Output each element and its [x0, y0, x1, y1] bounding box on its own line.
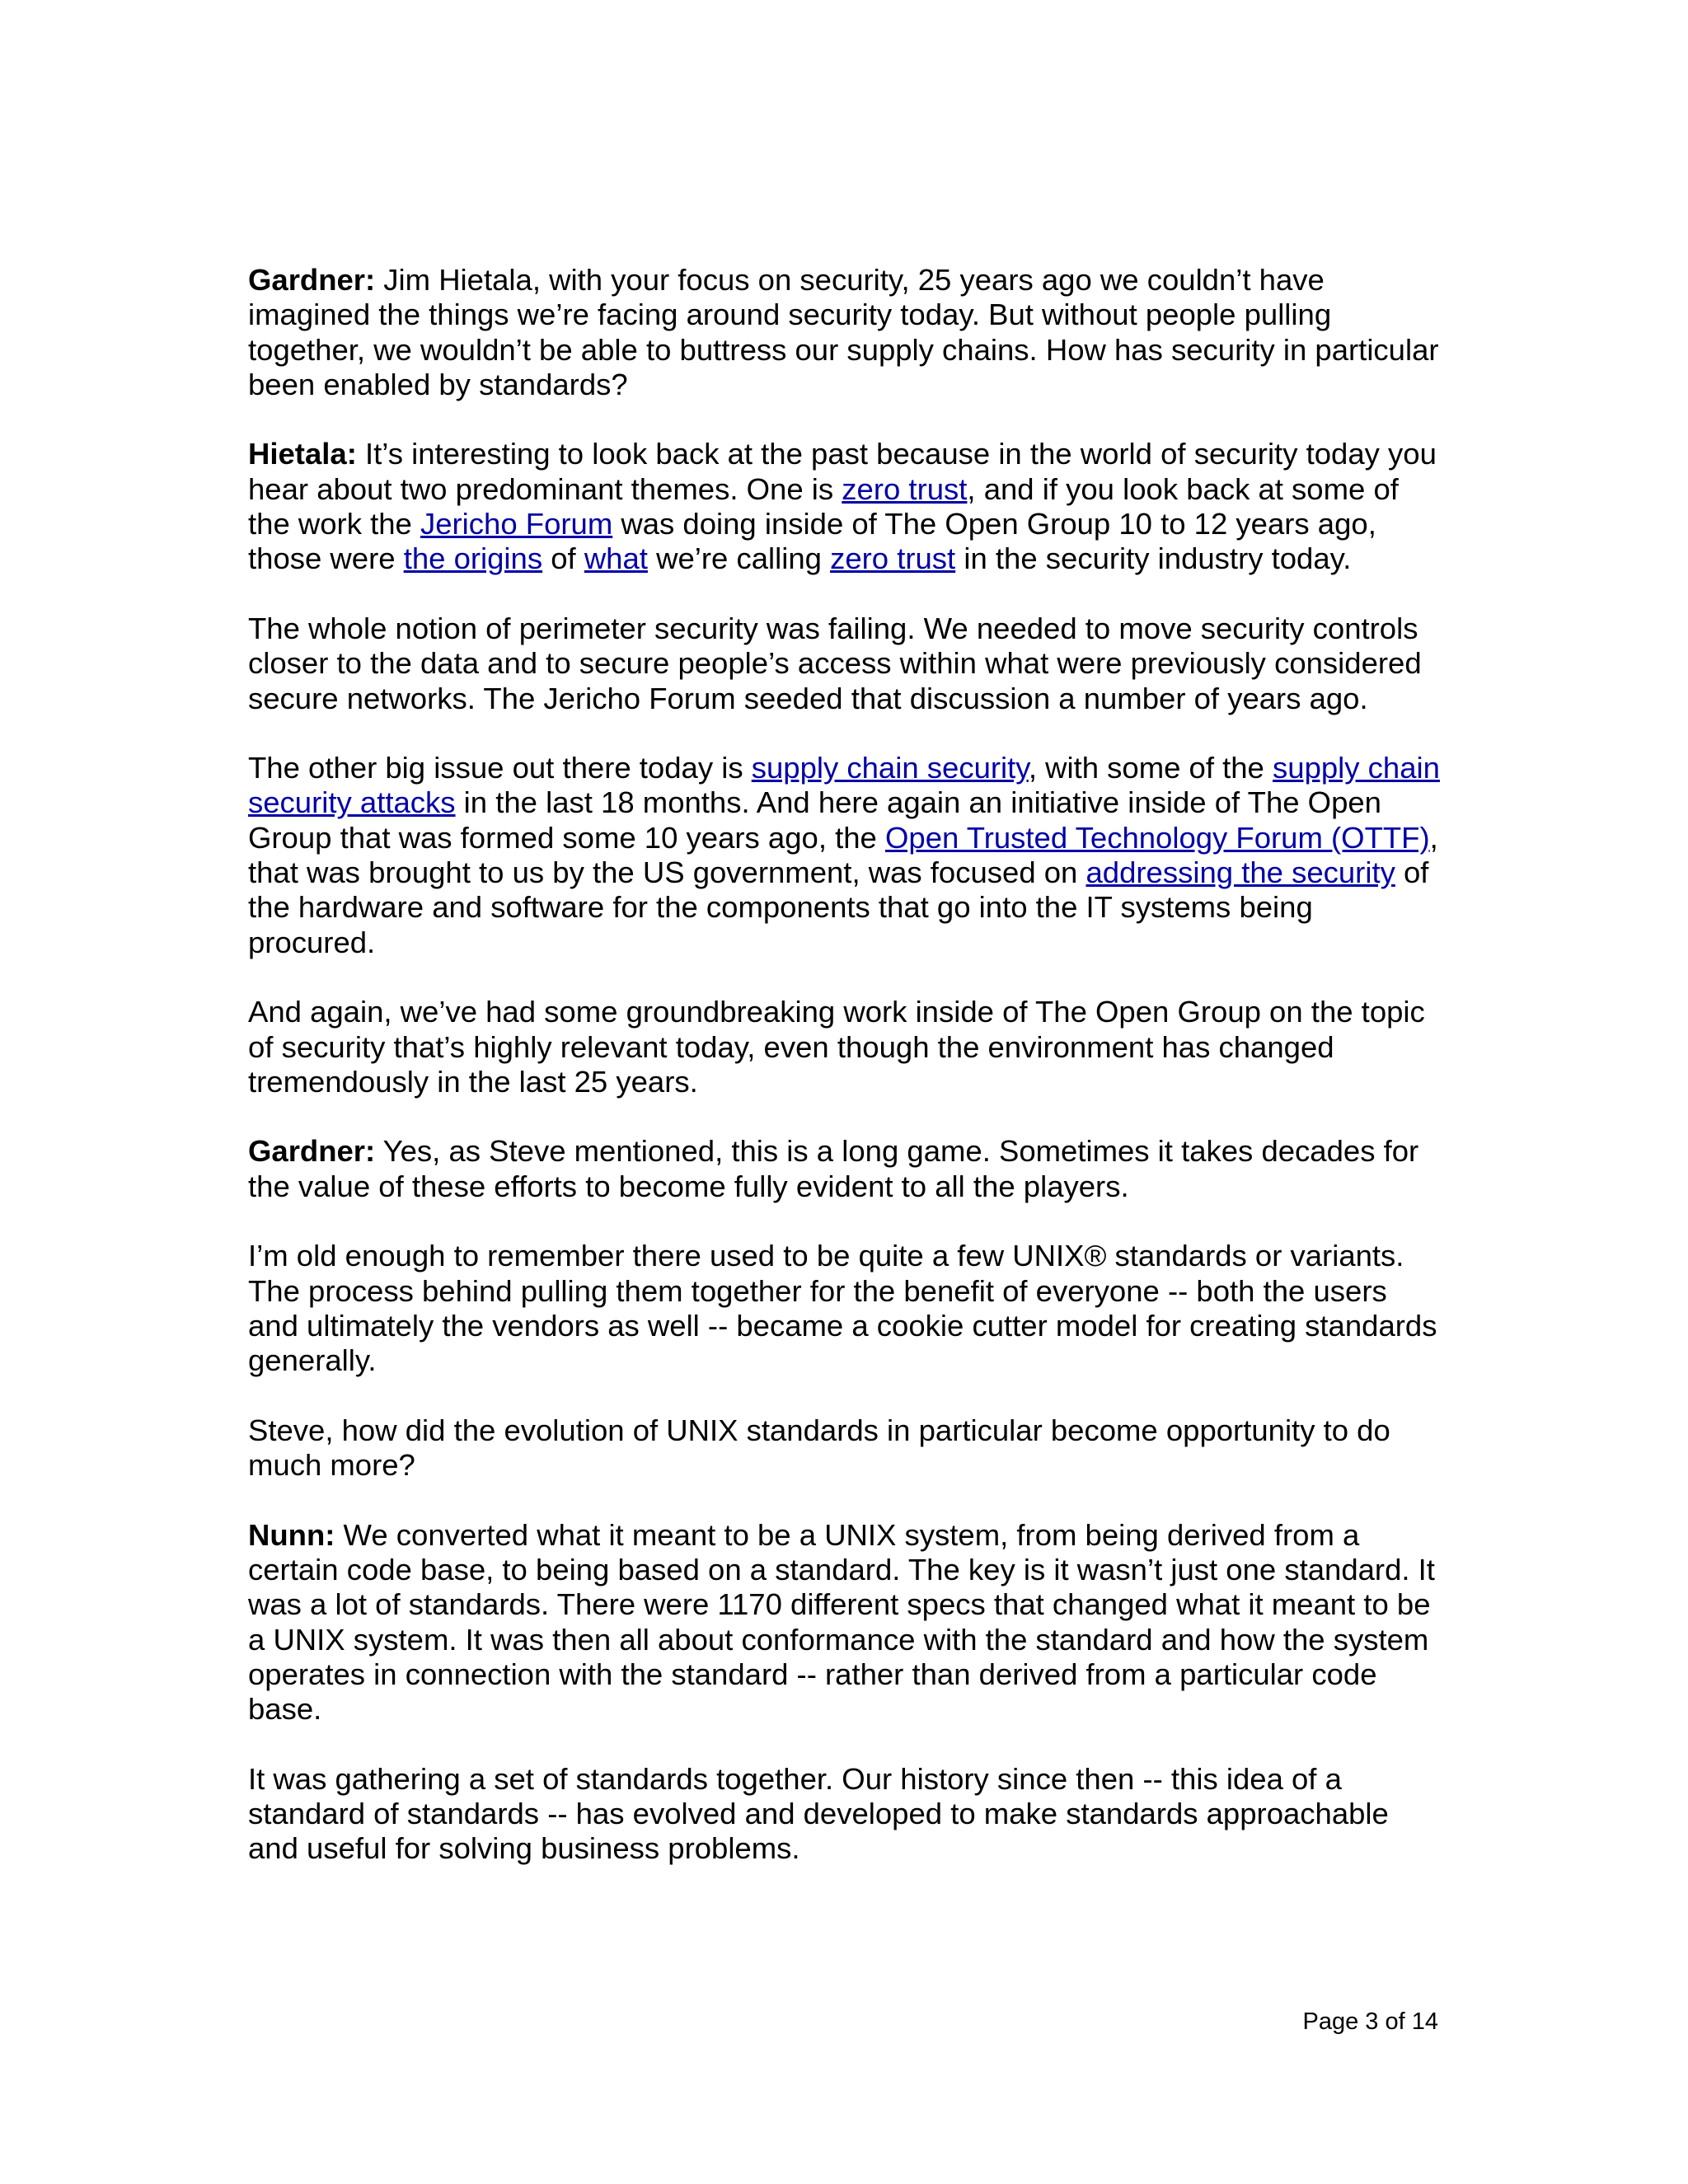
hyperlink[interactable]: supply chain security attacks — [248, 751, 1440, 820]
paragraph-standard-of-standards — [248, 1762, 1443, 1867]
paragraph-hietala-answer-zero-trust — [248, 437, 1443, 576]
paragraph-text: It was gathering a set of standards together. Our history since then -- this idea of a standard of standards -- has evolved and developed to make standards approachable and useful for solving business problems. — [248, 1761, 1389, 1866]
paragraph-text: I’m old enough to remember there used to be quite a few UNIX® standards or variants. The process behind pulling them together for the benefit of everyone -- both the users and ultimately the vendors as well -- became a cookie cutter model for creating standards generally. — [248, 1239, 1437, 1378]
paragraph-text: Jim Hietala, with your focus on security, 25 years ago we couldn’t have imagined the things we’re facing around security today. But without people pulling together, we wouldn’t be able to buttress our supply chains. How has security in particular been enabled by standards? — [248, 263, 1439, 401]
paragraph-unix-standards — [248, 1239, 1443, 1378]
speaker-name: Hietala: — [248, 437, 357, 471]
paragraph-text: in the last 18 months. And here again an initiative inside of The Open Group that was formed some 10 years ago, the — [248, 785, 1381, 855]
paragraph-text: was doing inside of The Open Group 10 to 12 years ago, those were — [248, 507, 1376, 576]
paragraph-text: And again, we’ve had some groundbreaking work inside of The Open Group on the topic of security that’s highly relevant today, even though the environment has changed tremendously in the last 25 years. — [248, 995, 1425, 1099]
paragraph-text: we’re calling — [647, 541, 831, 576]
paragraph-supply-chain-security — [248, 751, 1443, 960]
page-number: Page 3 of 14 — [1302, 2008, 1438, 2035]
speaker-name: Nunn: — [248, 1517, 335, 1552]
hyperlink[interactable]: zero trust — [830, 541, 956, 576]
hyperlink[interactable]: addressing the security — [1085, 855, 1395, 890]
paragraph-gardner-long-game — [248, 1134, 1443, 1204]
paragraph-text: , that was brought to us by the US government, was focused on — [248, 820, 1438, 890]
paragraph-text: in the security industry today. — [955, 541, 1352, 576]
paragraph-text: of the hardware and software for the components that go into the IT systems being procured. — [248, 855, 1429, 959]
paragraph-text: , with some of the — [1028, 751, 1273, 785]
document-body — [248, 263, 1443, 1867]
paragraph-text: The other big issue out there today is — [248, 751, 752, 785]
paragraph-text: Steve, how did the evolution of UNIX standards in particular become opportunity to do much more? — [248, 1413, 1390, 1483]
paragraph-text: We converted what it meant to be a UNIX system, from being derived from a certain code base, to being based on a standard. The key is it wasn’t just one standard. It was a lot of standards. There were 1170 different specs that changed what it meant to be a UNIX system. It was then all about conformance with the standard and how the system operates in connection with the standard -- rather than derived from a particular code base. — [248, 1517, 1435, 1727]
paragraph-text: of — [542, 541, 584, 576]
speaker-name: Gardner: — [248, 263, 376, 297]
hyperlink[interactable]: Open Trusted Technology Forum (OTTF) — [885, 820, 1430, 855]
paragraph-nunn-answer — [248, 1518, 1443, 1727]
paragraph-gardner-question-security — [248, 263, 1443, 402]
hyperlink[interactable]: what — [584, 541, 648, 576]
hyperlink[interactable]: supply chain security — [751, 751, 1029, 785]
speaker-name: Gardner: — [248, 1134, 376, 1169]
paragraph-text: It’s interesting to look back at the past because in the world of security today you hear about two predominant themes. One is — [248, 437, 1437, 506]
hyperlink[interactable]: Jericho Forum — [420, 507, 613, 541]
paragraph-perimeter-security — [248, 612, 1443, 716]
hyperlink[interactable]: zero trust — [842, 471, 968, 506]
hyperlink[interactable]: the origins — [403, 541, 543, 576]
paragraph-steve-question — [248, 1413, 1443, 1483]
paragraph-text: The whole notion of perimeter security was failing. We needed to move security controls closer to the data and to secure people’s access within what were previously considered secure networks. The Jericho Forum seeded that discussion a number of years ago. — [248, 611, 1422, 715]
paragraph-text: Yes, as Steve mentioned, this is a long game. Sometimes it takes decades for the value of these efforts to become fully evident to all the players. — [248, 1134, 1419, 1203]
paragraph-groundbreaking-work — [248, 995, 1443, 1099]
paragraph-text: , and if you look back at some of the work the — [248, 471, 1399, 541]
